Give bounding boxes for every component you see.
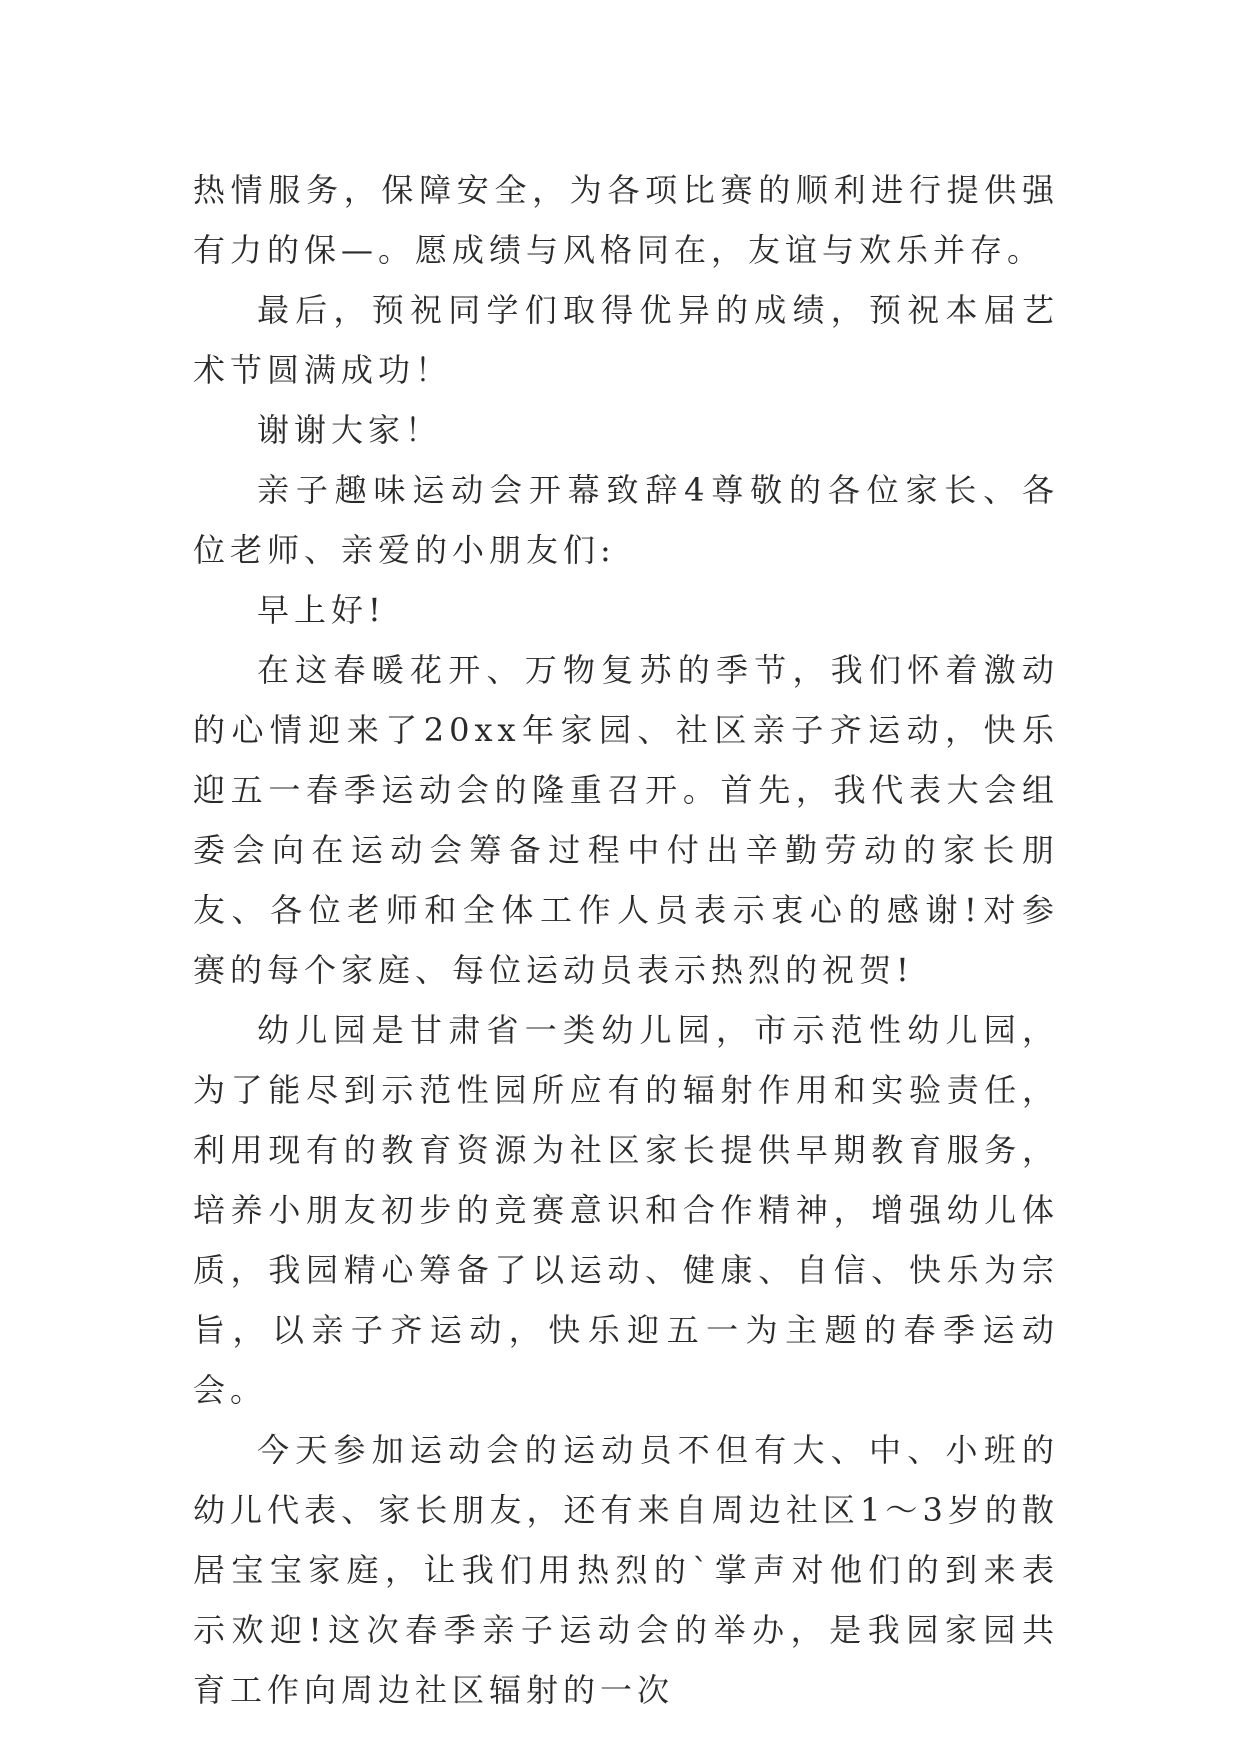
paragraph-closing-wish: 最后，预祝同学们取得优异的成绩，预祝本届艺术节圆满成功！ (193, 291, 1059, 389)
paragraph-opening: 在这春暖花开、万物复苏的季节，我们怀着激动的心情迎来了20xx年家园、社区亲子齐运动，快乐迎五一春季运动会的隆重召开。首先，我代表大会组委会向在运动会筹备过程中付出辛勤劳动的家长朋友、各位老师和全体工作人员表示衷心的感谢!对参赛的每个家庭、每位运动员表示热烈的祝贺! (193, 651, 1059, 989)
paragraph-continuation: 热情服务，保障安全，为各项比赛的顺利进行提供强有力的保—。愿成绩与风格同在，友谊与欢乐并存。 (193, 171, 1059, 269)
paragraph-speech-heading: 亲子趣味运动会开幕致辞4尊敬的各位家长、各位老师、亲爱的小朋友们: (193, 471, 1059, 569)
document-body (193, 160, 1059, 1720)
paragraph-participants: 今天参加运动会的运动员不但有大、中、小班的幼儿代表、家长朋友，还有来自周边社区1～3岁的散居宝宝家庭，让我们用热烈的`掌声对他们的到来表示欢迎!这次春季亲子运动会的举办，是我园家园共育工作向周边社区辐射的一次 (193, 1431, 1059, 1709)
paragraph-kindergarten: 幼儿园是甘肃省一类幼儿园，市示范性幼儿园，为了能尽到示范性园所应有的辐射作用和实验责任，利用现有的教育资源为社区家长提供早期教育服务，培养小朋友初步的竞赛意识和合作精神，增强幼儿体质，我园精心筹备了以运动、健康、自信、快乐为宗旨，以亲子齐运动，快乐迎五一为主题的春季运动会。 (193, 1011, 1059, 1409)
paragraph-thanks: 谢谢大家！ (257, 411, 443, 449)
paragraph-greeting: 早上好! (257, 591, 386, 629)
